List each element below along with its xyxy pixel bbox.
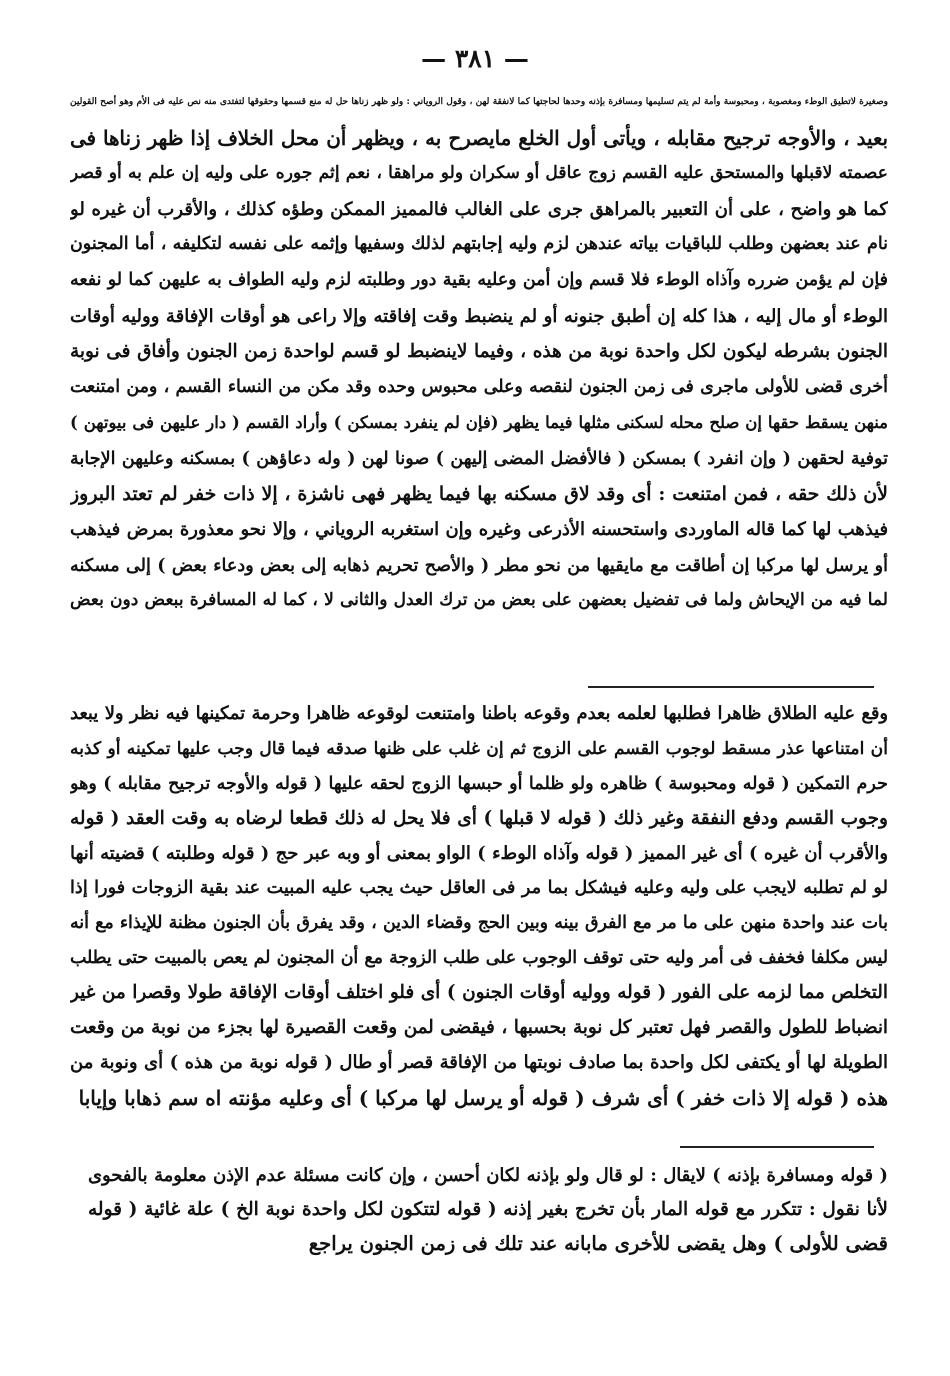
main-text-line: توفية لحقهن ( وإن انفرد ) بمسكن ( فالأفضل المضى إليهن ) صونا لهن ( وله دعاؤهن ) بمسكنه وعليهن الإجابة	[70, 447, 888, 469]
main-text-line: وصغيرة لاتطيق الوطء ومغصوبة ، ومحبوسة وأمة لم يتم تسليمها ومسافرة بإذنه وحدها لحاجتها كما لانفقة لهن ، وقول الروياني : ولو ظهر زناها حل له منع قسمها وحقوقها لتفتدى منه نص عليه فى الأم وهو أصح القولين	[70, 97, 888, 107]
commentary-line: لو لم تطلبه لايجب على وليه وعليه فيشكل بما مر فى العاقل حيث يجب عليه المبيت عند بقية الزوجات فورا إذا	[70, 877, 888, 899]
footnote-line: لأنا نقول : تتكرر مع قوله المار بأن تخرج بغير إذنه ( قوله لتتكون لكل واحدة نوبة الخ ) علة غائية ( قوله	[88, 1199, 888, 1220]
commentary-line: أن امتناعها عذر مسقط لوجوب القسم على الزوج ثم إن غلب على ظنها صدقه فيما قال وجب عليها تمكينه أو كذبه	[70, 738, 888, 759]
commentary-line: وجوب القسم ودفع النفقة وغير ذلك ( قوله لا قبلها ) أى فلا يحل له ذلك قطعا لرضاه به وقت العقد ( قوله	[70, 807, 888, 829]
footnote-line: ( قوله ومسافرة بإذنه ) لايقال : لو قال ولو بإذنه لكان أحسن ، وإن كانت مسئلة عدم الإذن معلومة بالفحوى	[88, 1165, 888, 1186]
commentary-line: والأقرب أن غيره ) أى غير المميز ( قوله وآذاه الوطء ) الواو بمعنى أو وبه عبر حج ( قوله وطلبته ) قضيته أنها	[70, 842, 888, 864]
commentary-line: التخلص مما لزمه على الفور ( قوله ووليه أوقات الجنون ) أى فلو اختلف أوقات الإفاقة طولا وقصرا من غير	[70, 982, 888, 1004]
commentary-line: الطويلة لها أو يكتفى لكل واحدة بما صادف نوبتها من الإفاقة قصر أو طال ( قوله نوبة من هذه ) أى ونوبة من	[70, 1051, 888, 1073]
section-divider	[588, 686, 874, 688]
main-text-line: الوطء أو مال إليه ، هذا كله إن أطبق جنونه أو لم ينضبط وقت إفاقته وإلا راعى هو أوقات الإفاقة ووليه أوقات	[70, 305, 888, 327]
main-text-line: عصمته لاقبلها والمستحق عليه القسم زوج عاقل أو سكران ولو مراهقا ، نعم إثم جوره على وليه إن علم به أو قصر	[70, 163, 888, 184]
commentary-line: وقع عليه الطلاق ظاهرا فطلبها لعلمه بعدم وقوعه باطنا وامتنعت لوقوعه ظاهرا وحرمة تمكينها فيه نظر ولا يبعد	[70, 703, 888, 724]
footnote-text	[88, 1159, 888, 1261]
main-text-line: أخرى قضى للأولى ماجرى فى زمن الجنون لنقصه وعلى محبوس وحده وقد مكن من النساء القسم ، ومن امتنعت	[70, 376, 888, 397]
main-text-line: كما هو واضح ، على أن التعبير بالمراهق جرى على الغالب فالمميز الممكن وطؤه كذلك ، والأقرب أن غيره لو	[70, 198, 888, 220]
page-number: — ٣٨١ —	[421, 44, 529, 73]
commentary-text	[70, 697, 888, 1116]
commentary-line: انضباط للطول والقصر فهل تعتبر كل نوبة بحسبها ، فيقضى لمن وقعت القصيرة لها بجزء من نوبة من وقعت	[70, 1017, 888, 1039]
main-text-line: فإن لم يؤمن ضرره وآذاه الوطء فلا قسم وإن أمن وعليه بقية دور وطلبته لزم وليه الطواف به عليهن كما لو نفعه	[70, 269, 888, 290]
main-text-line: فيذهب لها كما قاله الماوردى واستحسنه الأذرعى وغيره وإن استغربه الروياني ، وإلا نحو معذورة بمرض فيذهب	[70, 519, 888, 541]
commentary-line: هذه ( قوله إلا ذات خفر ) أى شرف ( قوله أو يرسل لها مركبا ) أى وعليه مؤنته اه سم ذهابا وإيابا	[78, 1085, 888, 1110]
main-text-line: الجنون بشرطه ليكون لكل واحدة نوبة من هذه ، وفيما لاينضبط لو قسم لواحدة زمن الجنون وأفاق فى نوبة	[70, 341, 888, 363]
commentary-line: ليس مكلفا فخفف فى أمر وليه حتى توقف الوجوب على طلب الزوجة مع أن المجنون لم يعص بالمبيت حتى يطلب	[70, 948, 888, 969]
main-text-line: نام عند بعضهن وطلب للباقيات بياته عندهن لزم وليه إجابتهم لذلك وسفيها وإثمه على نفسه لتكليفه ، أما المجنون	[70, 234, 888, 255]
main-text	[70, 85, 888, 619]
footnote-line: قضى للأولى ) وهل يقضى للأخرى مابانه عند تلك فى زمن الجنون يراجع	[308, 1232, 888, 1255]
main-text-line: بعيد ، والأوجه ترجيح مقابله ، ويأتى أول الخلع مايصرح به ، ويظهر أن محل الخلاف إذا ظهر زناها فى	[70, 125, 888, 150]
main-text-line: منهن يسقط حقها إن صلح محله لسكنى مثلها فيما يظهر (فإن لم ينفرد بمسكن ) وأراد القسم ( دار عليهن فى بيوتهن )	[70, 413, 888, 433]
main-text-line: لما فيه من الإيحاش ولما فى تفضيل بعضهن على بعض من ترك العدل والثانى لا ، كما له المسافرة ببعض دون بعض	[70, 590, 888, 611]
main-text-line: أو يرسل لها مركبا إن أطاقت مع مايقيها من نحو مطر ( والأصح تحريم ذهابه إلى بعض ودعاء بعض ) إلى مسكنه	[70, 554, 888, 576]
main-text-line: لأن ذلك حقه ، فمن امتنعت : أى وقد لاق مسكنه بها فيما يظهر فهى ناشزة ، إلا ذات خفر لم تعتد البروز	[70, 482, 888, 505]
commentary-line: بات عند واحدة منهن على ما مر مع الفرق بينه وبين الحج وقضاء الدين ، وقد يفرق بأن الجنون مظنة للإيذاء مع أنه	[70, 913, 888, 934]
commentary-line: حرم التمكين ( قوله ومحبوسة ) ظاهره ولو ظلما أو حبسها الزوج لحقه عليها ( قوله والأوجه ترجيح مقابله ) وهو	[70, 772, 888, 794]
section-divider	[680, 1146, 874, 1148]
